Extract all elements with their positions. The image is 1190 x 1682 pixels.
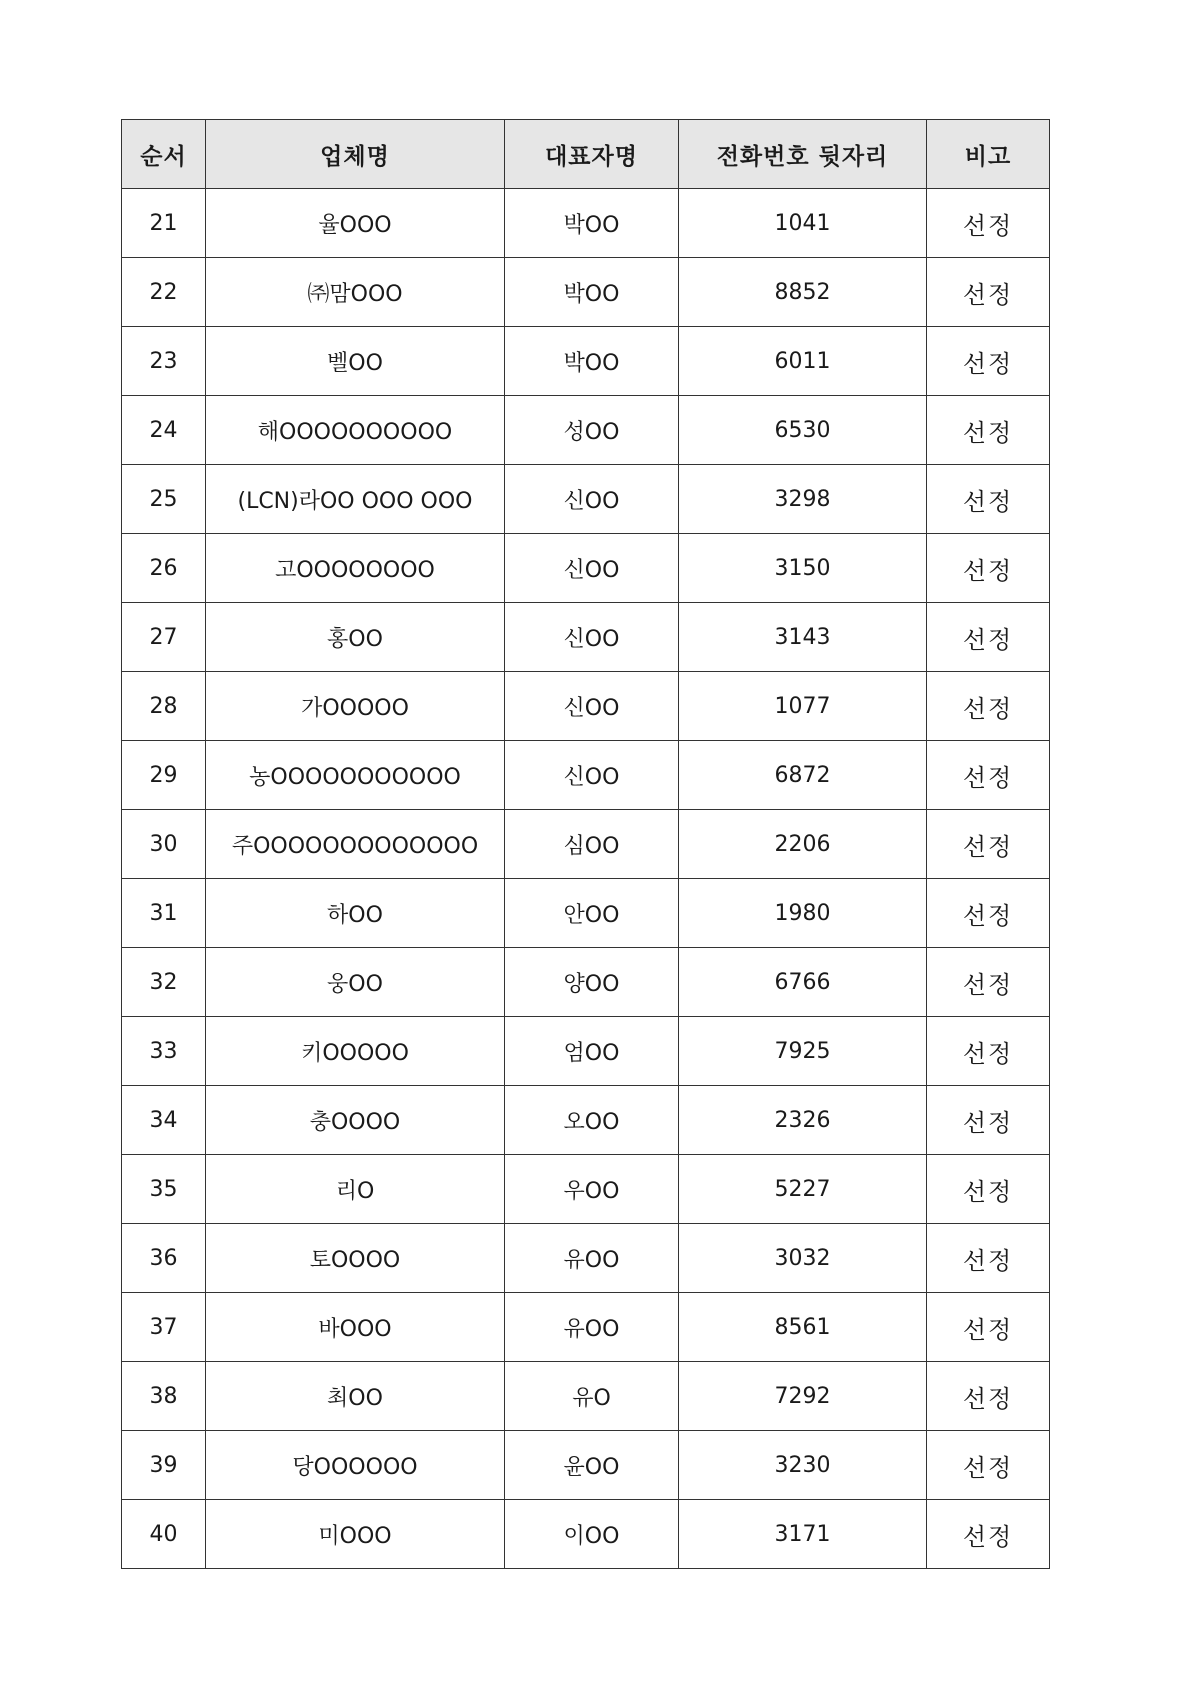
cell-no: 35 [122, 1155, 206, 1224]
cell-representative: 유OO [505, 1224, 679, 1293]
cell-company: 리O [206, 1155, 505, 1224]
table-row [122, 327, 1050, 396]
cell-company: 미OOO [206, 1500, 505, 1569]
cell-note: 선정 [927, 603, 1050, 672]
table-row [122, 603, 1050, 672]
cell-no: 27 [122, 603, 206, 672]
cell-no: 38 [122, 1362, 206, 1431]
header-note: 비고 [927, 120, 1050, 189]
cell-representative: 박OO [505, 189, 679, 258]
cell-note: 선정 [927, 1086, 1050, 1155]
cell-company: 고OOOOOOOO [206, 534, 505, 603]
cell-no: 39 [122, 1431, 206, 1500]
table-row [122, 534, 1050, 603]
cell-phone-last-digits: 1980 [679, 879, 927, 948]
cell-no: 21 [122, 189, 206, 258]
cell-company: 당OOOOOO [206, 1431, 505, 1500]
cell-company: 바OOO [206, 1293, 505, 1362]
cell-company: ㈜맘OOO [206, 258, 505, 327]
header-company: 업체명 [206, 120, 505, 189]
table-row [122, 396, 1050, 465]
table-row [122, 1155, 1050, 1224]
cell-no: 30 [122, 810, 206, 879]
cell-company: 해OOOOOOOOOO [206, 396, 505, 465]
cell-representative: 안OO [505, 879, 679, 948]
cell-note: 선정 [927, 1224, 1050, 1293]
cell-phone-last-digits: 1041 [679, 189, 927, 258]
cell-company: (LCN)라OO OOO OOO [206, 465, 505, 534]
cell-phone-last-digits: 7925 [679, 1017, 927, 1086]
cell-company: 최OO [206, 1362, 505, 1431]
header-representative: 대표자명 [505, 120, 679, 189]
cell-company: 농OOOOOOOOOOO [206, 741, 505, 810]
cell-representative: 유OO [505, 1293, 679, 1362]
cell-note: 선정 [927, 534, 1050, 603]
cell-representative: 이OO [505, 1500, 679, 1569]
cell-no: 24 [122, 396, 206, 465]
table-row [122, 672, 1050, 741]
cell-company: 율OOO [206, 189, 505, 258]
cell-note: 선정 [927, 741, 1050, 810]
cell-phone-last-digits: 6530 [679, 396, 927, 465]
cell-no: 32 [122, 948, 206, 1017]
table-row [122, 258, 1050, 327]
cell-company: 주OOOOOOOOOOOOO [206, 810, 505, 879]
cell-note: 선정 [927, 1500, 1050, 1569]
table-row [122, 1362, 1050, 1431]
cell-representative: 양OO [505, 948, 679, 1017]
cell-representative: 우OO [505, 1155, 679, 1224]
cell-representative: 박OO [505, 327, 679, 396]
cell-note: 선정 [927, 1293, 1050, 1362]
table-row [122, 1293, 1050, 1362]
table-row [122, 1500, 1050, 1569]
cell-note: 선정 [927, 189, 1050, 258]
table-header [122, 120, 1050, 189]
cell-company: 충OOOO [206, 1086, 505, 1155]
table-row [122, 1017, 1050, 1086]
cell-no: 40 [122, 1500, 206, 1569]
cell-phone-last-digits: 3298 [679, 465, 927, 534]
cell-phone-last-digits: 6872 [679, 741, 927, 810]
cell-note: 선정 [927, 879, 1050, 948]
table-row [122, 1086, 1050, 1155]
cell-phone-last-digits: 3171 [679, 1500, 927, 1569]
header-no: 순서 [122, 120, 206, 189]
cell-representative: 박OO [505, 258, 679, 327]
cell-no: 28 [122, 672, 206, 741]
cell-company: 홍OO [206, 603, 505, 672]
cell-note: 선정 [927, 1017, 1050, 1086]
cell-representative: 오OO [505, 1086, 679, 1155]
cell-note: 선정 [927, 1431, 1050, 1500]
cell-phone-last-digits: 2326 [679, 1086, 927, 1155]
cell-company: 키OOOOO [206, 1017, 505, 1086]
cell-phone-last-digits: 2206 [679, 810, 927, 879]
cell-phone-last-digits: 3150 [679, 534, 927, 603]
cell-company: 토OOOO [206, 1224, 505, 1293]
table-body [122, 189, 1050, 1569]
cell-representative: 엄OO [505, 1017, 679, 1086]
cell-no: 37 [122, 1293, 206, 1362]
cell-note: 선정 [927, 258, 1050, 327]
cell-note: 선정 [927, 396, 1050, 465]
cell-phone-last-digits: 5227 [679, 1155, 927, 1224]
table-row [122, 465, 1050, 534]
cell-phone-last-digits: 6011 [679, 327, 927, 396]
cell-no: 31 [122, 879, 206, 948]
cell-phone-last-digits: 3143 [679, 603, 927, 672]
header-row [122, 120, 1050, 189]
cell-representative: 신OO [505, 465, 679, 534]
cell-no: 25 [122, 465, 206, 534]
cell-representative: 유O [505, 1362, 679, 1431]
selection-table [121, 119, 1050, 1569]
cell-note: 선정 [927, 948, 1050, 1017]
table-row [122, 1224, 1050, 1293]
cell-note: 선정 [927, 810, 1050, 879]
cell-phone-last-digits: 8561 [679, 1293, 927, 1362]
cell-company: 가OOOOO [206, 672, 505, 741]
table-row [122, 189, 1050, 258]
cell-phone-last-digits: 3032 [679, 1224, 927, 1293]
table-row [122, 879, 1050, 948]
cell-company: 하OO [206, 879, 505, 948]
table-row [122, 741, 1050, 810]
cell-representative: 신OO [505, 672, 679, 741]
cell-representative: 신OO [505, 603, 679, 672]
cell-note: 선정 [927, 1362, 1050, 1431]
cell-phone-last-digits: 1077 [679, 672, 927, 741]
cell-representative: 신OO [505, 741, 679, 810]
cell-no: 23 [122, 327, 206, 396]
cell-representative: 성OO [505, 396, 679, 465]
cell-phone-last-digits: 7292 [679, 1362, 927, 1431]
table-row [122, 948, 1050, 1017]
cell-representative: 심OO [505, 810, 679, 879]
table-row [122, 1431, 1050, 1500]
header-phone-last-digits: 전화번호 뒷자리 [679, 120, 927, 189]
cell-company: 웅OO [206, 948, 505, 1017]
cell-company: 벨OO [206, 327, 505, 396]
cell-no: 29 [122, 741, 206, 810]
cell-phone-last-digits: 6766 [679, 948, 927, 1017]
cell-no: 26 [122, 534, 206, 603]
cell-no: 34 [122, 1086, 206, 1155]
cell-no: 36 [122, 1224, 206, 1293]
cell-representative: 윤OO [505, 1431, 679, 1500]
cell-note: 선정 [927, 1155, 1050, 1224]
cell-note: 선정 [927, 465, 1050, 534]
cell-phone-last-digits: 8852 [679, 258, 927, 327]
cell-phone-last-digits: 3230 [679, 1431, 927, 1500]
cell-note: 선정 [927, 327, 1050, 396]
cell-no: 22 [122, 258, 206, 327]
table-row [122, 810, 1050, 879]
cell-no: 33 [122, 1017, 206, 1086]
cell-representative: 신OO [505, 534, 679, 603]
cell-note: 선정 [927, 672, 1050, 741]
